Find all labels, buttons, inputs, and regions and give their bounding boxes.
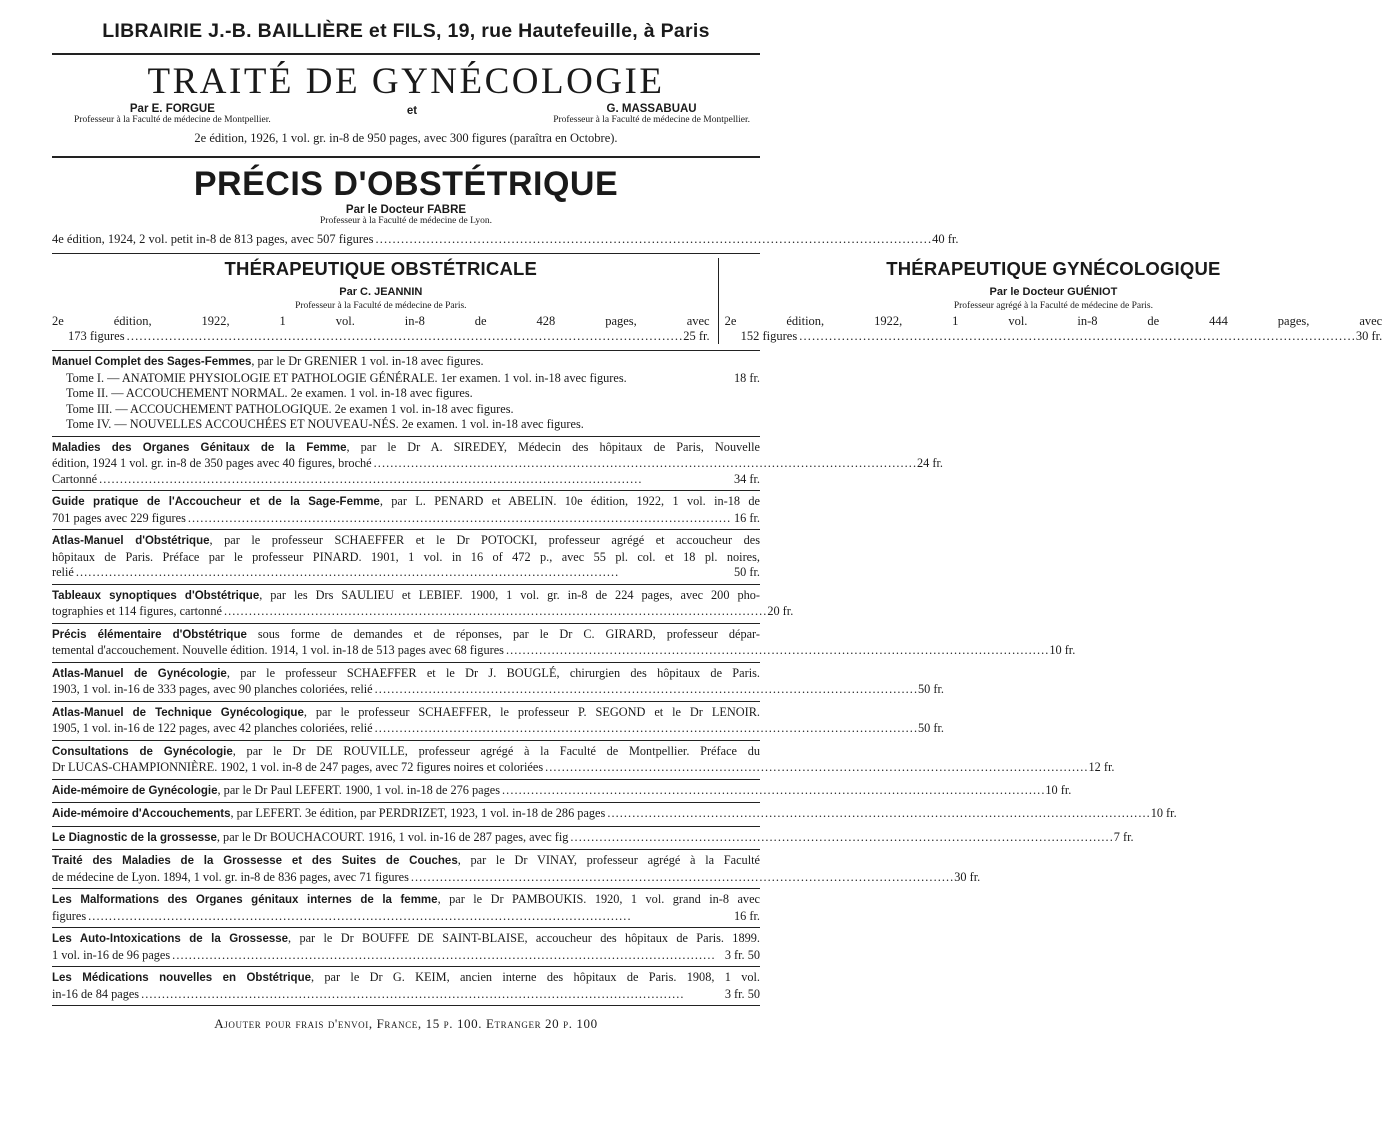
entry-text-wrap — [52, 806, 605, 823]
dot-leader — [99, 472, 732, 488]
column-author: Par le Docteur GUÉNIOT — [989, 286, 1118, 298]
catalog-entry — [52, 928, 760, 966]
entry-text: Cartonné — [52, 471, 98, 486]
entry-price-line — [52, 604, 794, 620]
entry-price-line — [52, 909, 760, 925]
traite-title: TRAITÉ DE GYNÉCOLOGIE — [147, 61, 665, 102]
dot-leader — [188, 511, 732, 527]
price: 3 fr. 50 — [724, 986, 760, 1001]
entry-title: Les Malformations des Organes génitaux internes de la femme — [52, 894, 438, 906]
manuel-entry — [52, 351, 760, 436]
tome-line — [52, 371, 760, 387]
entry-text: , par le Dr Paul LEFERT. 1900, 1 vol. in-18 de 276 pages — [217, 782, 501, 797]
dot-leader — [411, 870, 952, 886]
entry-title: Atlas-Manuel de Technique Gynécologique — [52, 706, 304, 719]
price: 10 fr. — [1049, 643, 1076, 657]
dot-leader — [375, 721, 916, 737]
price: 12 fr. — [1088, 760, 1115, 774]
entry-first-line — [52, 931, 760, 948]
column-edition: 2e édition, 1922, 1 vol. in-8 de 428 pages, avec — [52, 314, 710, 328]
entry-text: , par le Dr PAMBOUKIS. 1920, 1 vol. grand in-8 avec — [437, 892, 760, 906]
entry-title: Aide-mémoire de Gynécologie — [52, 784, 218, 797]
entry-price-line — [52, 472, 760, 488]
divider — [52, 156, 760, 158]
entry-title: Atlas-Manuel de Gynécologie — [52, 667, 227, 680]
entry-first-line — [52, 588, 760, 605]
entry-text: in-16 de 84 pages — [52, 986, 140, 1001]
conjunction: et — [406, 105, 418, 117]
entry-first-line — [52, 533, 760, 550]
price: 3 fr. 50 — [724, 947, 760, 962]
entry-text: , par le professeur SCHAEFFER et le Dr POTOCKI, professeur agrégé et accoucheur des — [209, 533, 760, 547]
column-edition: 2e édition, 1922, 1 vol. in-8 de 444 pages, avec — [724, 314, 1382, 328]
column-price-line — [52, 329, 710, 344]
precis-author: Par le Docteur FABRE — [345, 204, 467, 216]
entry-first-line — [52, 666, 760, 683]
dot-leader — [88, 909, 732, 925]
edition-text: 4e édition, 1924, 2 vol. petit in-8 de 813 pages, avec 507 figures — [52, 232, 374, 246]
price: 34 fr. — [734, 471, 760, 486]
entry-title: Les Auto-Intoxications de la Grossesse — [52, 933, 289, 945]
dot-leader — [799, 329, 1354, 344]
entry-text: figures — [52, 908, 87, 923]
catalog-entry — [52, 530, 760, 584]
author-name: G. MASSABUAU — [606, 103, 697, 115]
entry-text-wrap — [52, 783, 500, 800]
figures-text: 152 figures — [740, 329, 798, 343]
divider — [52, 53, 760, 55]
entry-title: Précis élémentaire d'Obstétrique — [52, 628, 247, 641]
entry-text: , par le professeur SCHAEFFER et le Dr J. BOUGLÉ, chirurgien des hôpitaux de Paris. — [226, 665, 760, 680]
tome-line — [52, 417, 760, 433]
price: 25 fr. — [683, 329, 710, 343]
entry-text: sous forme de demandes et de réponses, par le Dr C. GIRARD, professeur dépar- — [246, 626, 761, 641]
entry-text: , par le professeur SCHAEFFER, le professeur P. SEGOND et le Dr LENOIR. — [303, 704, 760, 719]
entry-middle-line: hôpitaux de Paris. Préface par le professeur PINARD. 1901, 1 vol. in 16 of 472 p., avec 55 pl. col. et 18 pl. noires, — [52, 549, 760, 564]
catalog-entry — [52, 889, 760, 927]
entry-text: relié — [52, 565, 74, 579]
entry-title: Atlas-Manuel d'Obstétrique — [52, 535, 210, 547]
entry-price-line — [52, 782, 1072, 800]
entry-first-line — [52, 744, 760, 761]
entry-title: Les Médications nouvelles en Obstétrique — [52, 972, 312, 984]
entry-title: Aide-mémoire d'Accouchements — [52, 808, 231, 820]
entry-text: , par L. PENARD et ABELIN. 10e édition, 1922, 1 vol. in-18 de — [379, 494, 760, 508]
shipping-note: Ajouter pour frais d'envoi, France, 15 p. 100. Etranger 20 p. 100 — [214, 1016, 598, 1031]
tome-text: Tome II. — ACCOUCHEMENT NORMAL. 2e examen. 1 vol. in-18 avec figures. — [66, 386, 473, 400]
catalog-entry — [52, 624, 1076, 662]
price: 20 fr. — [767, 604, 794, 618]
column-title: THÉRAPEUTIQUE OBSTÉTRICALE — [224, 258, 538, 279]
entry-first-line — [52, 970, 760, 987]
dot-leader — [374, 456, 915, 472]
entry-price-line — [52, 987, 760, 1003]
entry-title: Consultations de Gynécologie — [52, 745, 233, 758]
entry-price-line — [52, 456, 943, 472]
entry-price-line — [52, 721, 944, 737]
catalog-entry — [52, 967, 760, 1005]
entry-text: 1 vol. in-16 de 96 pages — [52, 947, 171, 962]
column-price-line — [725, 329, 1382, 344]
tome-line — [52, 386, 760, 402]
entry-text: , par le Dr VINAY, professeur agrégé à la Faculté — [457, 853, 760, 867]
entry-title: Maladies des Organes Génitaux de la Femme — [52, 441, 347, 454]
entry-title: Traité des Maladies de la Grossesse et des Suites de Couches — [52, 855, 458, 867]
precis-title: PRÉCIS D'OBSTÉTRIQUE — [193, 165, 619, 203]
entry-price-line — [52, 869, 981, 886]
entry-first-line — [52, 627, 760, 644]
entry-text: , par les Drs SAULIEU et LEBIEF. 1900, 1 vol. gr. in-8 de 224 pages, avec 200 pho- — [259, 587, 760, 602]
entry-price-line — [52, 806, 1177, 823]
entry-first-line — [52, 853, 760, 870]
catalog-entry — [52, 491, 760, 529]
dot-leader — [502, 783, 1043, 799]
entry-price-line — [52, 760, 1115, 776]
catalog-entry — [52, 702, 944, 740]
dot-leader — [76, 565, 732, 581]
right-column — [719, 258, 1382, 344]
price: 40 fr. — [932, 232, 959, 246]
tome-text: Tome I. — ANATOMIE PHYSIOLOGIE ET PATHOLOGIE GÉNÉRALE. 1er examen. 1 vol. in-18 avec figures. — [66, 370, 627, 385]
author-massabuau — [553, 103, 750, 125]
left-column — [52, 258, 719, 344]
entry-text: 1903, 1 vol. in-16 de 333 pages, avec 90 planches coloriées, relié — [52, 682, 373, 696]
dot-leader — [506, 643, 1047, 659]
dot-leader — [375, 682, 916, 698]
entry-price-line — [52, 643, 1076, 659]
author-title: Professeur à la Faculté de médecine de Montpellier. — [553, 115, 750, 125]
price: 50 fr. — [918, 721, 944, 735]
dot-leader — [172, 948, 723, 964]
divider — [52, 1005, 760, 1006]
entry-price-line — [52, 565, 760, 581]
traite-edition: 2e édition, 1926, 1 vol. gr. in-8 de 950 pages, avec 300 figures (paraîtra en Octobre). — [194, 131, 618, 145]
divider — [52, 253, 760, 254]
entry-first-line — [52, 892, 760, 909]
entry-text: temental d'accouchement. Nouvelle édition. 1914, 1 vol. in-18 de 513 pages avec 68 figures — [52, 643, 504, 657]
figures-text: 173 figures — [68, 329, 125, 343]
entry-text: , par le Dr G. KEIM, ancien interne des hôpitaux de Paris. 1908, 1 vol. — [311, 970, 760, 984]
column-prof: Professeur agrégé à la Faculté de médecine de Paris. — [953, 301, 1153, 311]
precis-edition-line — [52, 232, 959, 247]
dot-leader — [375, 232, 930, 247]
entry-list — [52, 437, 1177, 1007]
therapeutique-columns — [52, 258, 1382, 344]
tome-list — [52, 371, 760, 433]
entry-text: , par le Dr GRENIER 1 vol. in-18 avec figures. — [251, 354, 484, 368]
entry-text: , par le Dr DE ROUVILLE, professeur agrégé à la Faculté de Montpellier. Préface du — [232, 743, 760, 758]
entry-text: 1905, 1 vol. in-16 de 122 pages, avec 42 planches coloriées, relié — [52, 721, 373, 735]
entry-text: , par le Dr BOUFFE DE SAINT-BLAISE, accoucheur des hôpitaux de Paris. 1899. — [288, 931, 760, 945]
catalog-entry — [52, 437, 943, 491]
dot-leader — [607, 806, 1148, 822]
column-author: Par C. JEANNIN — [339, 286, 423, 298]
price: 18 fr. — [734, 370, 760, 385]
dot-leader — [127, 329, 682, 344]
entry-title: Tableaux synoptiques d'Obstétrique — [52, 589, 260, 602]
entry-text-wrap — [52, 830, 568, 847]
entry-title: Manuel Complet des Sages-Femmes — [52, 356, 252, 368]
entry-first-line — [52, 494, 760, 511]
entry-price-line — [52, 511, 760, 527]
price: 10 fr. — [1045, 782, 1072, 797]
catalog-entry — [52, 850, 981, 888]
price: 16 fr. — [734, 908, 760, 923]
entry-first-line — [52, 705, 760, 722]
catalog-entry — [52, 663, 944, 701]
dot-leader — [545, 760, 1086, 776]
entry-price-line — [52, 829, 1134, 847]
dot-leader — [224, 604, 765, 620]
price: 30 fr. — [954, 869, 981, 884]
entry-text: 701 pages avec 229 figures — [52, 510, 186, 525]
entry-text: , par le Dr BOUCHACOURT. 1916, 1 vol. in-16 de 287 pages, avec fig — [216, 829, 569, 844]
entry-first-line — [52, 440, 760, 457]
price: 10 fr. — [1150, 806, 1177, 820]
catalog-entry — [52, 827, 1134, 850]
column-prof: Professeur à la Faculté de médecine de Paris. — [295, 301, 467, 311]
entry-text: tographies et 114 figures, cartonné — [52, 604, 222, 618]
entry-price-line — [52, 682, 944, 698]
price: 24 fr. — [917, 456, 943, 470]
catalog-entry — [52, 741, 1115, 779]
catalog-entry — [52, 585, 794, 623]
author-title: Professeur à la Faculté de médecine de Montpellier. — [74, 115, 271, 125]
catalog-entry — [52, 803, 1177, 826]
publisher-header: LIBRAIRIE J.-B. BAILLIÈRE et FILS, 19, rue Hautefeuille, à Paris — [102, 20, 710, 42]
entry-text: , par le Dr A. SIREDEY, Médecin des hôpitaux de Paris, Nouvelle — [346, 439, 760, 454]
price: 50 fr. — [918, 682, 944, 696]
entry-text: , par LEFERT. 3e édition, par PERDRIZET, 1923, 1 vol. in-18 de 286 pages — [230, 806, 606, 820]
column-title: THÉRAPEUTIQUE GYNÉCOLOGIQUE — [886, 258, 1221, 279]
catalog-entry — [52, 780, 1072, 803]
entry-text: édition, 1924 1 vol. gr. in-8 de 350 pages avec 40 figures, broché — [52, 456, 372, 470]
price: 50 fr. — [734, 565, 760, 579]
author-name: Par E. FORGUE — [129, 103, 215, 115]
entry-price-line — [52, 948, 760, 964]
tome-line — [52, 402, 760, 418]
dot-leader — [570, 830, 1111, 846]
precis-prof: Professeur à la Faculté de médecine de Lyon. — [320, 216, 492, 226]
price: 30 fr. — [1355, 329, 1382, 343]
entry-text: de médecine de Lyon. 1894, 1 vol. gr. in-8 de 836 pages, avec 71 figures — [52, 869, 409, 884]
author-forgue — [74, 103, 271, 125]
price: 7 fr. — [1113, 829, 1134, 844]
entry-title: Guide pratique de l'Accoucheur et de la Sage-Femme — [52, 496, 380, 508]
tome-text: Tome III. — ACCOUCHEMENT PATHOLOGIQUE. 2e examen 1 vol. in-18 avec figures. — [66, 401, 514, 416]
dot-leader — [141, 987, 723, 1003]
tome-text: Tome IV. — NOUVELLES ACCOUCHÉES ET NOUVEAU-NÉS. 2e examen. 1 vol. in-18 avec figures. — [66, 417, 584, 431]
entry-title: Le Diagnostic de la grossesse — [52, 831, 217, 844]
traite-authors — [52, 103, 760, 125]
entry-text: Dr LUCAS-CHAMPIONNIÈRE. 1902, 1 vol. in-8 de 247 pages, avec 72 figures noires et coloriées — [52, 760, 544, 774]
price: 16 fr. — [734, 510, 760, 525]
